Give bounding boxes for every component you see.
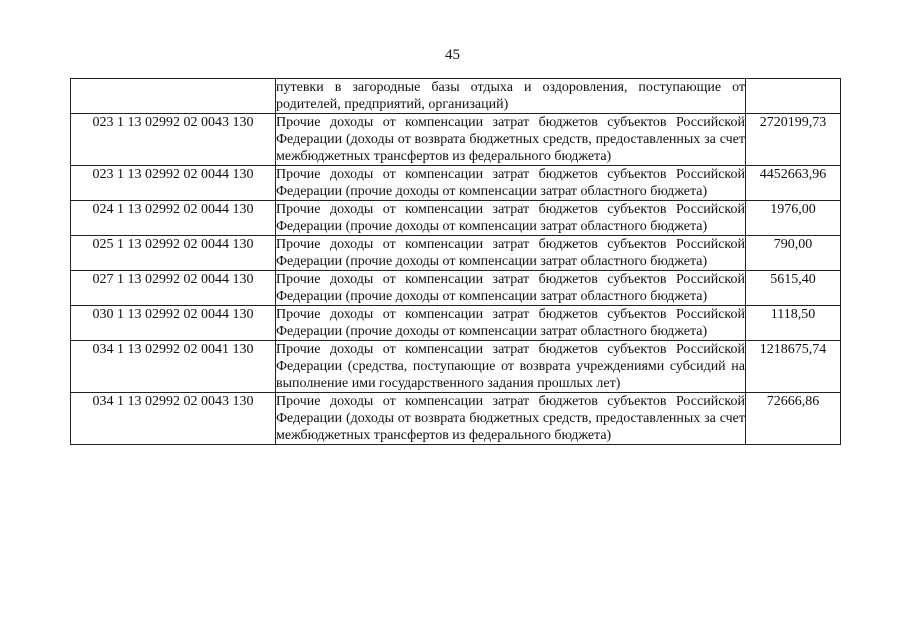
budget-code-cell: 023 1 13 02992 02 0043 130 [71, 114, 276, 166]
description-text: Прочие доходы от компенсации затрат бюджетов субъектов Российской Федерации (прочие доходы от компенсации затрат областного бюджета) [276, 202, 745, 234]
table-row [71, 166, 841, 201]
amount-cell: 5615,40 [746, 271, 841, 306]
amount-cell: 2720199,73 [746, 114, 841, 166]
budget-code-cell: 023 1 13 02992 02 0044 130 [71, 166, 276, 201]
description-cell [276, 393, 746, 445]
budget-code-cell [71, 79, 276, 114]
description-text: Прочие доходы от компенсации затрат бюджетов субъектов Российской Федерации (средства, поступающие от возврата учреждениями субсидий на выполнение ими государственного задания прошлых лет) [276, 342, 745, 391]
amount-cell: 72666,86 [746, 393, 841, 445]
description-text: Прочие доходы от компенсации затрат бюджетов субъектов Российской Федерации (доходы от возврата бюджетных средств, предоставленных за счет межбюджетных трансфертов из федерального бюджета) [276, 394, 745, 443]
description-text: Прочие доходы от компенсации затрат бюджетов субъектов Российской Федерации (прочие доходы от компенсации затрат областного бюджета) [276, 167, 745, 199]
table-row [71, 236, 841, 271]
description-text: Прочие доходы от компенсации затрат бюджетов субъектов Российской Федерации (прочие доходы от компенсации затрат областного бюджета) [276, 307, 745, 339]
table-row [71, 201, 841, 236]
table-row [71, 114, 841, 166]
amount-cell: 1976,00 [746, 201, 841, 236]
page-number: 45 [445, 47, 460, 63]
description-text: путевки в загородные базы отдыха и оздоровления, поступающие от родителей, предприятий, организаций) [276, 80, 745, 112]
budget-code-cell: 025 1 13 02992 02 0044 130 [71, 236, 276, 271]
description-cell [276, 114, 746, 166]
budget-code-cell: 034 1 13 02992 02 0041 130 [71, 341, 276, 393]
table-row [71, 79, 841, 114]
budget-revenue-table [70, 78, 841, 445]
description-text: Прочие доходы от компенсации затрат бюджетов субъектов Российской Федерации (доходы от возврата бюджетных средств, предоставленных за счет межбюджетных трансфертов из федерального бюджета) [276, 115, 745, 164]
description-cell [276, 79, 746, 114]
description-cell [276, 271, 746, 306]
description-cell [276, 166, 746, 201]
budget-code-cell: 034 1 13 02992 02 0043 130 [71, 393, 276, 445]
budget-code-cell: 027 1 13 02992 02 0044 130 [71, 271, 276, 306]
amount-cell: 4452663,96 [746, 166, 841, 201]
description-cell [276, 236, 746, 271]
description-cell [276, 341, 746, 393]
description-cell [276, 306, 746, 341]
amount-cell: 1218675,74 [746, 341, 841, 393]
budget-code-cell: 030 1 13 02992 02 0044 130 [71, 306, 276, 341]
table-row [71, 341, 841, 393]
table-body [71, 79, 841, 445]
amount-cell: 1118,50 [746, 306, 841, 341]
budget-code-cell: 024 1 13 02992 02 0044 130 [71, 201, 276, 236]
table-row [71, 306, 841, 341]
amount-cell [746, 79, 841, 114]
description-cell [276, 201, 746, 236]
amount-cell: 790,00 [746, 236, 841, 271]
table-row [71, 271, 841, 306]
description-text: Прочие доходы от компенсации затрат бюджетов субъектов Российской Федерации (прочие доходы от компенсации затрат областного бюджета) [276, 272, 745, 304]
description-text: Прочие доходы от компенсации затрат бюджетов субъектов Российской Федерации (прочие доходы от компенсации затрат областного бюджета) [276, 237, 745, 269]
table-row [71, 393, 841, 445]
